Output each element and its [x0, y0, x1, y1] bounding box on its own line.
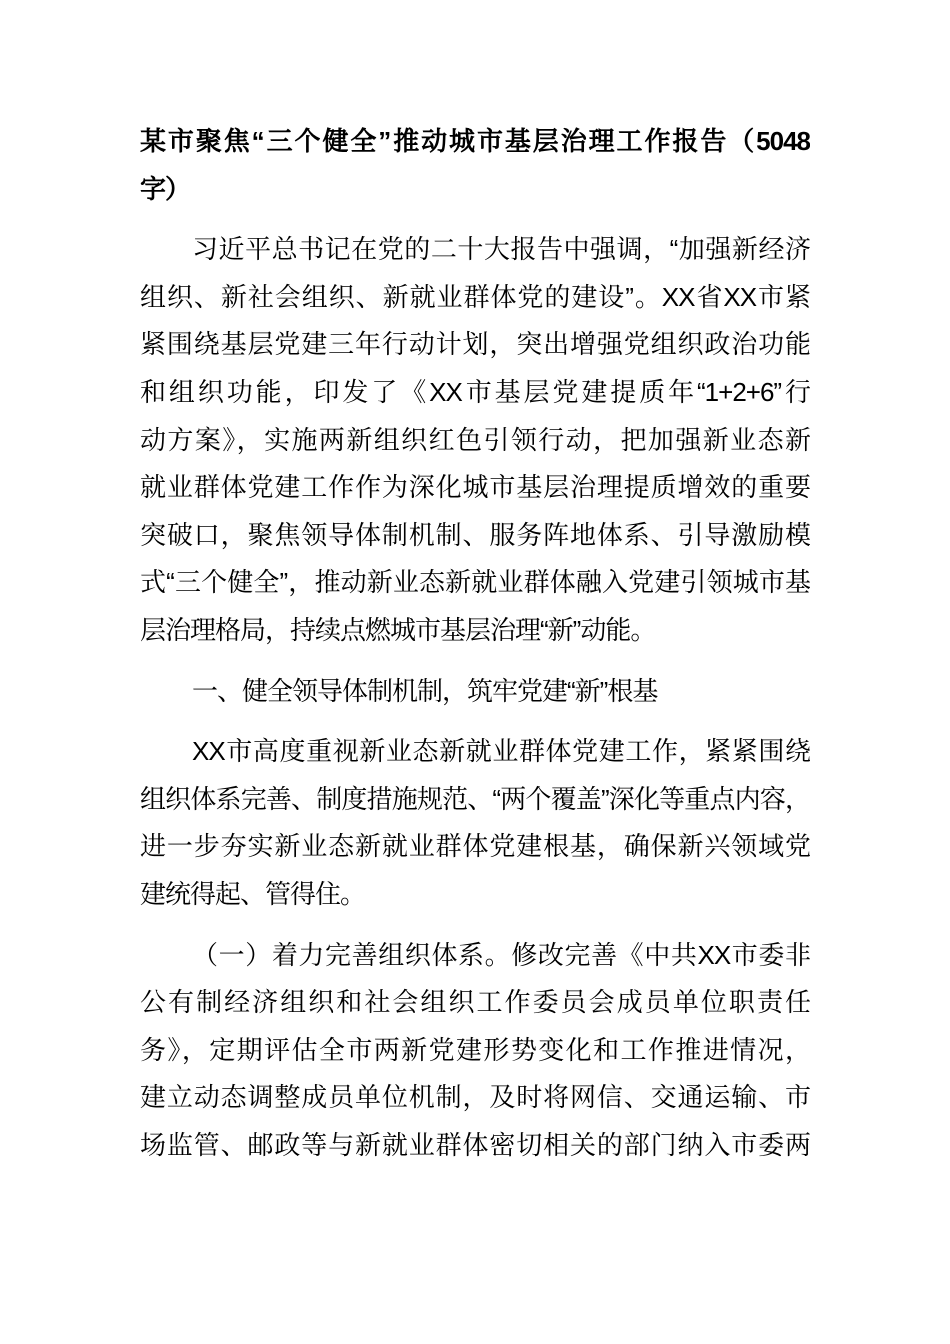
paragraph-line: 动方案》，实施两新组织红色引领行动，把加强新业态新: [140, 424, 810, 455]
paragraph-line: 组织、新社会组织、新就业群体党的建设”。XX省XX市紧: [140, 281, 810, 312]
paragraph-line: 务》，定期评估全市两新党建形势变化和工作推进情况，: [140, 1034, 810, 1065]
paragraph-line: 场监管、邮政等与新就业群体密切相关的部门纳入市委两: [140, 1129, 810, 1160]
paragraph: [140, 932, 810, 1170]
paragraph-line: 建立动态调整成员单位机制，及时将网信、交通运输、市: [140, 1082, 810, 1113]
document-title: [140, 118, 810, 213]
paragraph-line: 组织体系完善、制度措施规范、“两个覆盖”深化等重点内容，: [140, 783, 810, 814]
paragraph-line: 进一步夯实新业态新就业群体党建根基，确保新兴领域党: [140, 831, 810, 862]
paragraph-line: 建统得起、管得住。: [140, 878, 366, 909]
section-heading: [140, 668, 810, 716]
document-title-line: 某市聚焦“三个健全”推动城市基层治理工作报告（5048: [140, 126, 810, 156]
paragraph-line: 层治理格局，持续点燃城市基层治理“新”动能。: [140, 614, 656, 645]
paragraph-line: （一）着力完善组织体系。修改完善《中共XX市委非: [192, 939, 810, 970]
paragraph-line: 公有制经济组织和社会组织工作委员会成员单位职责任: [140, 987, 810, 1018]
paragraph-line: 突破口，聚焦领导体制机制、服务阵地体系、引导激励模: [140, 519, 810, 550]
document-title-line: 字）: [140, 173, 191, 204]
paragraph-line: 习近平总书记在党的二十大报告中强调，“加强新经济: [192, 234, 810, 265]
paragraph-line: 就业群体党建工作作为深化城市基层治理提质增效的重要: [140, 472, 810, 503]
document-body: [140, 118, 810, 1169]
paragraph-line: 式“三个健全”，推动新业态新就业群体融入党建引领城市基: [140, 567, 810, 598]
paragraph-line: XX市高度重视新业态新就业群体党建工作，紧紧围绕: [192, 736, 810, 767]
paragraph: [140, 728, 810, 918]
paragraph-line: 紧围绕基层党建三年行动计划，突出增强党组织政治功能: [140, 329, 810, 360]
section-heading-line: 一、健全领导体制机制，筑牢党建“新”根基: [192, 675, 658, 706]
paragraph: [140, 226, 810, 654]
paragraph-line: 和组织功能，印发了《XX市基层党建提质年“1+2+6”行: [140, 376, 810, 407]
